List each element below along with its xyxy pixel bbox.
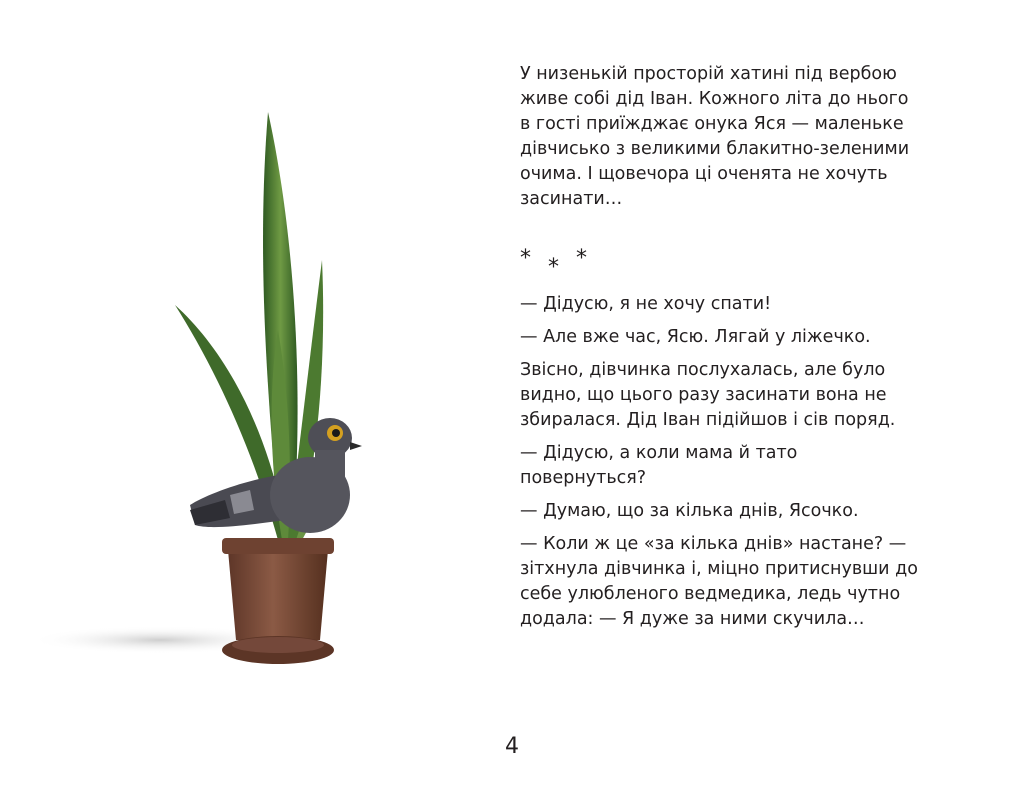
dialogue-paragraph: — Але вже час, Ясю. Лягай у ліжечко. — [520, 327, 871, 347]
section-separator — [520, 248, 920, 288]
plant-pot — [228, 550, 328, 640]
separator-star: * — [520, 246, 531, 271]
dialogue-paragraph: — Дідусю, а коли мама й тато повернуться? — [520, 443, 798, 488]
narration-paragraph: Звісно, дівчинка послухалась, але було видно, що цього разу засинати вона не збиралася. Дід Іван підійшов і сів поряд. — [520, 360, 896, 430]
page-number: 4 — [505, 734, 519, 759]
separator-star: * — [576, 246, 587, 271]
illustration-svg — [30, 100, 430, 700]
plant-pigeon-illustration — [30, 100, 430, 700]
intro-paragraph: У низенькій просторій хатині під вербою живе собі дід Іван. Кожного літа до нього в гості приїжджає онука Яся — маленьке дівчисько з великими блакитно-зеленими очима. І щовечора ці оченята не хочуть засинати… — [520, 64, 910, 209]
dialogue-paragraph: — Думаю, що за кілька днів, Ясочко. — [520, 501, 859, 521]
separator-star: * — [548, 255, 559, 280]
pot-rim — [222, 538, 334, 554]
story-text — [520, 62, 920, 640]
dialogue-paragraph: — Дідусю, я не хочу спати! — [520, 294, 772, 314]
dialogue-paragraph: — Коли ж це «за кілька днів» настане? — зітхнула дівчинка і, міцно притиснувши до себе улюбленого ведмедика, ледь чутно додала: — Я дуже за ними скучила… — [520, 534, 918, 629]
